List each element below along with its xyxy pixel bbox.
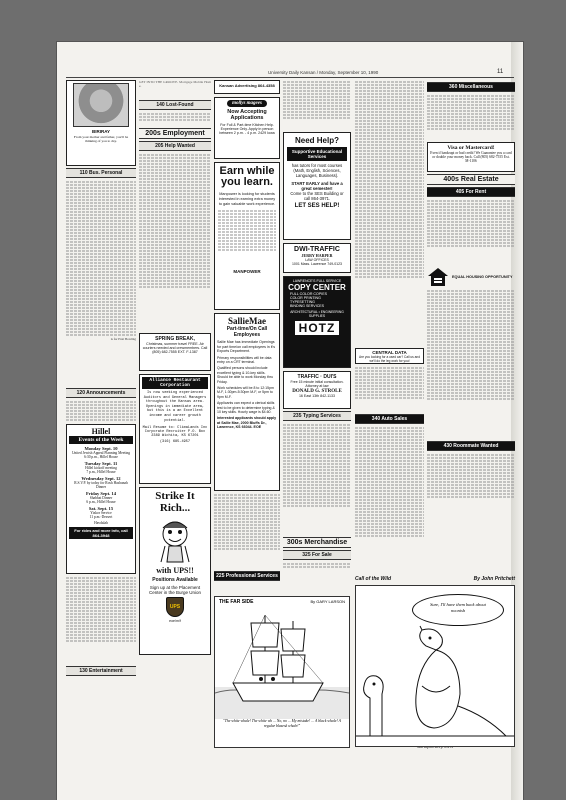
section-personal: 110 Bus. Personal [66,168,136,178]
alliance-phone: (316) 685-4957 [159,440,191,445]
section-roommate-wanted: 430 Roommate Wanted [427,441,515,451]
for-sale-listings [283,562,351,572]
spring-break-body: Christmas, summer travel FREE. Air couriers needed and crewmembers. Call (805) 682-7555 EXT. F-1387 [142,342,208,354]
hillel-footer: For rides and more info, call 864-3948 [69,527,133,539]
alliance-body: Is now seeking experienced Auditors and General Managers throughout the Kansas area. Openings in immediate area, but this is a an Excellent income and career growth potential. [143,391,207,423]
strike-positions: Positions Available [152,577,198,583]
copy-service-item: TYPESETTING [290,300,315,304]
visa-ad [427,142,515,172]
hillel-event-time: 6:30 p.m., Hillel House [84,455,118,459]
equal-housing-text: EQUAL HOUSING OPPORTUNITY [452,275,513,279]
copy-title: COPY CENTER [288,283,346,292]
sallie-footer: Interested applicants should apply at Sallie Mae, 2000 Bluffs Dr., Lawrence, KS 66044. EOE [217,416,277,430]
column-6 [427,80,515,515]
alliance-ad [139,374,211,484]
mollys-head: Now Accepting Applications [227,109,267,121]
mascot-icon [145,516,205,564]
manpower-ad [214,162,280,310]
farside-header [215,597,349,607]
pratt-bowling-line: is for Pratt Bowling [110,337,136,341]
traffic-phone: 16 East 13th 842-1133 [298,394,336,398]
ses-body: has tutors for most courses (Math, English, Sciences, Languages, Business). [291,163,343,179]
hillel-event-day: Tuesday Sept. 11 [84,461,118,466]
traffic-name: DONALD G. STROLE [292,389,342,394]
hillel-subtitle: Events of the Week [69,436,133,444]
sallie-point: Work schedules will be 8 to 12:15pm M-F, 1:30pm-5:30pm M-F, or 5pm to 9pm M-F. [217,385,274,399]
column-4 [283,80,351,572]
sallie-body: Sallie Mae has immediate Openings for part time/on call employees in it's Exports Department. [217,340,276,353]
hotz-copy-ad [283,276,351,368]
section-typing: 235 Typing Services [283,411,351,421]
ses-ad [283,132,351,240]
ups-logo: UPS [166,597,184,617]
section-for-rent: 405 For Rent [427,187,515,197]
farside-cartoon [214,596,350,748]
section-help-wanted: 205 Help Wanted [139,141,211,151]
birthday-caption: BIRIRAY [91,129,111,134]
hillel-title: Hillel [91,427,111,436]
farside-author: By GARY LARSON [310,599,345,604]
spring-break-ad [139,333,211,371]
hillel-event [69,506,133,519]
section-merchandise: 300s Merchandise [283,537,351,548]
column-5 [355,80,424,576]
central-data-ad [355,348,424,364]
copy-service-item: FULL COLOR COPIES [290,292,328,296]
alliance-title: Alliance Restaurant Corporation [142,377,208,389]
ups-ad [139,487,211,655]
hillel-event-desc: Yizkor Service [90,511,112,515]
kansan-advertising-ad: Kansan Advertising 864-4358 [214,80,280,94]
visa-body: Even if bankrupt or bad credit! We Guarantee you a card or double your money back. Call (805) 682-7555 Ext. M-1106 [430,151,512,163]
earn-body: Manpower is looking for students interested in earning extra money to gain valuable work experience. [218,192,276,206]
hillel-event-day: Friday Sept. 14 [86,491,116,496]
alliance-address: Corporate Recruiter P.O. Box 2389 Wichita, KS 67201 [144,430,206,439]
equal-housing-block [427,267,515,287]
help-wanted-listings-2 [214,493,280,569]
dwi-title: DWI-TRAFFIC [294,246,340,253]
hillel-event-day: Sat. Sept. 15 [88,506,114,511]
sallie-head: Part-time/On Call Employees [226,326,268,338]
dwi-name: JERRY HARPER [301,253,333,258]
hillel-event-time: 7 p.m., Hillel House [86,470,116,474]
section-auto-sales: 340 Auto Sales [355,414,424,424]
traffic-ad [283,371,351,409]
mollys-body: For Full & Part-time Kitchen Help. Experience Only. Apply in person between 2 p.m. - 4 p.m. 2429 Iowa [219,123,275,135]
hillel-event-time: 11 p.m.-Dessert [89,515,113,519]
cotw-author: By John Pritchett [473,576,515,582]
roommate-listings [427,453,515,515]
earn-details [218,209,276,269]
strike-signup: Sign up at the Placement Center in the Burge Union [148,585,202,595]
hillel-ad [66,424,136,574]
central-title: CENTRAL DATA [372,350,407,355]
hillel-events [69,446,133,525]
sallie-points [217,356,277,415]
ups-eoe: eoe/m/f [169,619,181,623]
header-rule [66,77,514,78]
rent-listings-2 [427,289,515,439]
copy-tag: LAWRENCE'S FULL SERVICE [292,279,342,283]
column-1 [66,80,136,678]
sallie-point: Primary responsibilities will be data entry on a CRT terminal. [217,355,272,364]
birthday-ad [66,80,136,166]
strike-title: Strike It Rich... [155,490,195,514]
hillel-event-desc: Hillel kickoff meeting [85,466,117,470]
traffic-body: Free 15 minute initial consultation. Attorney at law [290,380,344,388]
hillel-event-desc: Havdalah [94,521,108,525]
page-number: 11 [497,69,504,75]
sallie-point: Applicants can expect a clerical skills test to be given to determine typing & 10 key skills. Hourly wage is $4.60. [217,401,275,414]
ses-title: Need Help? [294,136,339,145]
rent-listings [427,199,515,265]
section-for-sale: 325 For Sale [283,550,351,560]
traffic-title: TRAFFIC · DUI'S [297,374,337,380]
hillel-event-desc: United Jewish Appeal Planning Meeting [71,451,131,455]
section-real-estate: 400s Real Estate [427,174,515,185]
ses-subtitle: Supportive Educational Services [287,147,347,161]
misc-listings-6 [427,94,515,142]
col4-top-listings [283,80,351,132]
section-professional-services: 225 Professional Services [214,571,280,581]
sallie-logo: SallieMae [228,316,266,326]
hillel-event-day: Wednesday Sept. 12 [81,476,121,481]
ses-cta: START EARLY and have a great semester! [291,180,343,191]
section-miscellaneous: 360 Miscellaneous [427,82,515,92]
help-wanted-listings [139,153,211,333]
hotz-logo: HOTZ [295,321,340,335]
central-body: Are you looking for a used car? Call us and we'll do the leg work for you! [359,355,420,363]
misc-listings [66,576,136,664]
cotw-panel [355,585,515,747]
ses-contact: Come to the SES Building or call 864-3971. [290,191,344,202]
mollys-ad [214,97,280,159]
baby-photo [73,83,129,127]
hillel-event-day: Monday Sept. 10 [84,446,118,451]
copy-service-item: BINDING SERVICES [290,304,325,308]
col5-mid-listings [355,366,424,412]
section-announcements: 120 Announcements [66,388,136,398]
hillel-event [69,446,133,459]
hillel-event [69,476,133,489]
copy-service-item: COLOR PRINTING [290,296,321,300]
column-3 [214,80,280,583]
typing-listings [283,423,351,535]
dwi-ad [283,243,351,273]
copy-services [286,292,348,308]
strike-sub: with UPS!! [156,566,194,575]
section-entertainment: 130 Entertainment [66,666,136,676]
cotw-header [355,576,515,582]
ship-whale-drawing [215,607,349,719]
page-header: University Daily Kansan / Monday, September 10, 1990 [268,70,379,75]
hillel-event-desc: Shabbat Dinner [89,496,113,500]
salliemae-ad [214,313,280,491]
section-lost-found: 140 Lost-Found [139,100,211,110]
hillel-event [69,491,133,504]
cotw-title: Call of the Wild [355,576,392,582]
visa-title: Visa or Mastercard! [447,145,495,151]
manpower-logo: MANPOWER [233,269,261,275]
earn-title: Earn while you learn. [219,165,275,188]
alliance-mail: Mail Resume to: ClimaLands Inc [142,426,208,431]
auto-listings [355,426,424,576]
hillel-event [69,461,133,474]
equal-housing-icon [427,267,449,287]
dwi-sub: LAW OFFICES [305,258,329,262]
call-of-the-wild-cartoon [355,576,515,756]
hillel-event-time: 6 p.m., Hillel House [86,500,116,504]
dwi-address: 1001 Mass. Lawrence 749-0123 [291,262,342,266]
section-employment: 200s Employment [139,128,211,139]
spring-break-title: SPRING BREAK, [155,336,195,342]
sallie-point: Qualified persons should include excellent typing & 10-key skills. Should be able to work Monday thru Friday. [217,366,274,384]
col5-top-listings [355,80,424,348]
personal-listings [66,180,136,386]
birthday-text: From your mother and father, you'll be thinking of you to day. [73,135,129,143]
copy-footer: ARCHITECTURAL • ENGINEERING SUPPLIES [290,310,344,318]
farside-title: THE FAR SIDE [219,599,254,605]
cotw-speech-bubble: Sure, I'll have them back about noonish [412,594,504,626]
top-ad-text: GET INTO THE GROOVE. Mortgage Mobile Home. [139,80,211,89]
mollys-logo: mollys magees [227,100,267,107]
column-2 [139,80,211,655]
hillel-event-desc: R.S.V.P. by today for Rosh Hashanah Dinner [74,481,128,489]
ses-bottom: LET SES HELP! [294,203,340,210]
farside-caption: "The white whale! The white wh ... No, no ... My mistake! ... A black whale! A regular blasesk whale!" [223,719,341,728]
lost-found-listings [139,112,211,126]
hillel-event [69,521,133,525]
announcement-listings [66,400,136,424]
